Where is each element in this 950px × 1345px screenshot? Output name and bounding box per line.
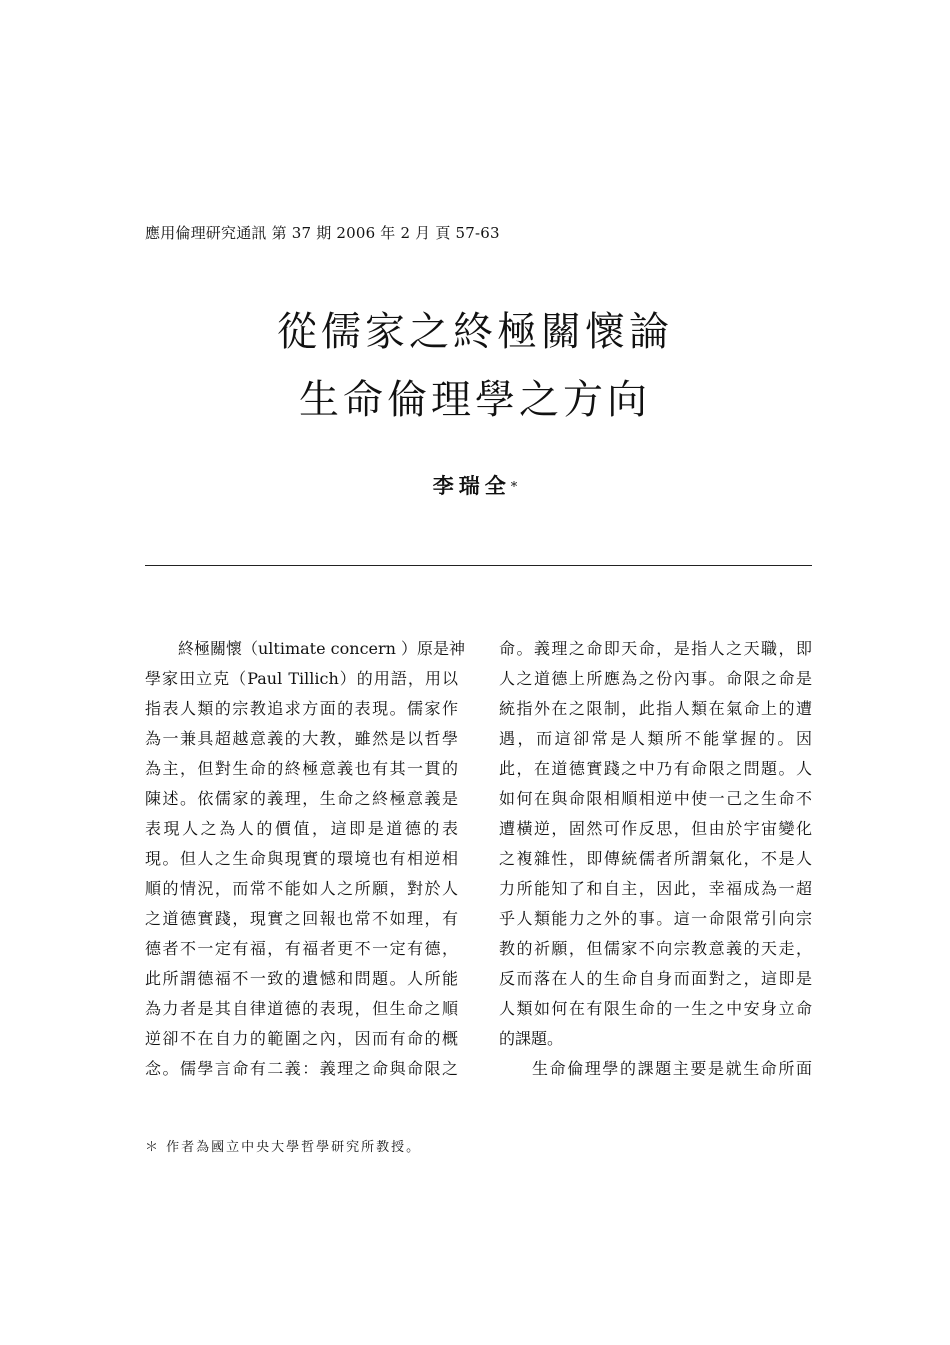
body-line: 如何在與命限相順相逆中使一己之生命不 (499, 789, 812, 808)
body-line: 人之道德上所應為之份內事。命限之命是 (499, 669, 812, 688)
body-line: 統指外在之限制，此指人類在氣命上的遭 (499, 699, 812, 718)
body-line: 命。義理之命即天命，是指人之天職，即 (499, 639, 812, 658)
body-line: 為一兼具超越意義的大教，雖然是以哲學 (145, 729, 458, 748)
body-line: 反而落在人的生命自身而面對之，這即是 (499, 969, 812, 988)
body-column-right (499, 634, 812, 1084)
body-line: 現。但人之生命與現實的環境也有相逆相 (145, 849, 458, 868)
author-name: 李瑞全 (432, 473, 511, 498)
title-line-2: 生命倫理學之方向 (299, 377, 651, 423)
body-line: 遇，而這卻常是人類所不能掌握的。因 (499, 729, 812, 748)
body-line: 指表人類的宗教追求方面的表現。儒家作 (145, 699, 458, 718)
author-footnote: ＊ 作者為國立中央大學哲學研究所教授。 (145, 1140, 422, 1155)
body-line: 逆卻不在自力的範圍之內，因而有命的概 (145, 1029, 458, 1048)
author-footnote-mark: * (510, 480, 518, 495)
author-byline (0, 470, 950, 500)
body-line: 此所謂德福不一致的遺憾和問題。人所能 (145, 969, 458, 988)
body-line: 乎人類能力之外的事。這一命限常引向宗 (499, 909, 812, 928)
body-line: 的課題。 (499, 1029, 564, 1048)
body-line: 表現人之為人的價值，這即是道德的表 (145, 819, 458, 838)
body-line: 力所能知了和自主，因此，幸福成為一超 (499, 879, 812, 898)
body-line: 終極關懷（ultimate concern ）原是神 (178, 639, 466, 658)
body-line: 之道德實踐，現實之回報也常不如理，有 (145, 909, 458, 928)
title-divider (145, 565, 812, 566)
body-line: 為力者是其自律道德的表現，但生命之順 (145, 999, 458, 1018)
body-line: 念。儒學言命有二義：義理之命與命限之 (145, 1059, 458, 1078)
body-line: 生命倫理學的課題主要是就生命所面 (532, 1059, 812, 1078)
body-line: 學家田立克（Paul Tillich）的用語，用以 (145, 669, 458, 688)
body-line: 人類如何在有限生命的一生之中安身立命 (499, 999, 812, 1018)
body-line: 德者不一定有福，有福者更不一定有德， (145, 939, 458, 958)
journal-header: 應用倫理研究通訊 第 37 期 2006 年 2 月 頁 57-63 (145, 224, 500, 242)
body-line: 此，在道德實踐之中乃有命限之問題。人 (499, 759, 812, 778)
body-line: 之複雜性，即傳統儒者所謂氣化，不是人 (499, 849, 812, 868)
body-line: 陳述。依儒家的義理，生命之終極意義是 (145, 789, 458, 808)
body-line: 教的祈願，但儒家不向宗教意義的天走， (499, 939, 812, 958)
body-line: 遭橫逆，固然可作反思，但由於宇宙變化 (499, 819, 812, 838)
body-line: 為主，但對生命的終極意義也有其一貫的 (145, 759, 458, 778)
title-line-1: 從儒家之終極關懷論 (277, 309, 673, 355)
body-line: 順的情況，而常不能如人之所願，對於人 (145, 879, 458, 898)
body-column-left (145, 634, 466, 1084)
